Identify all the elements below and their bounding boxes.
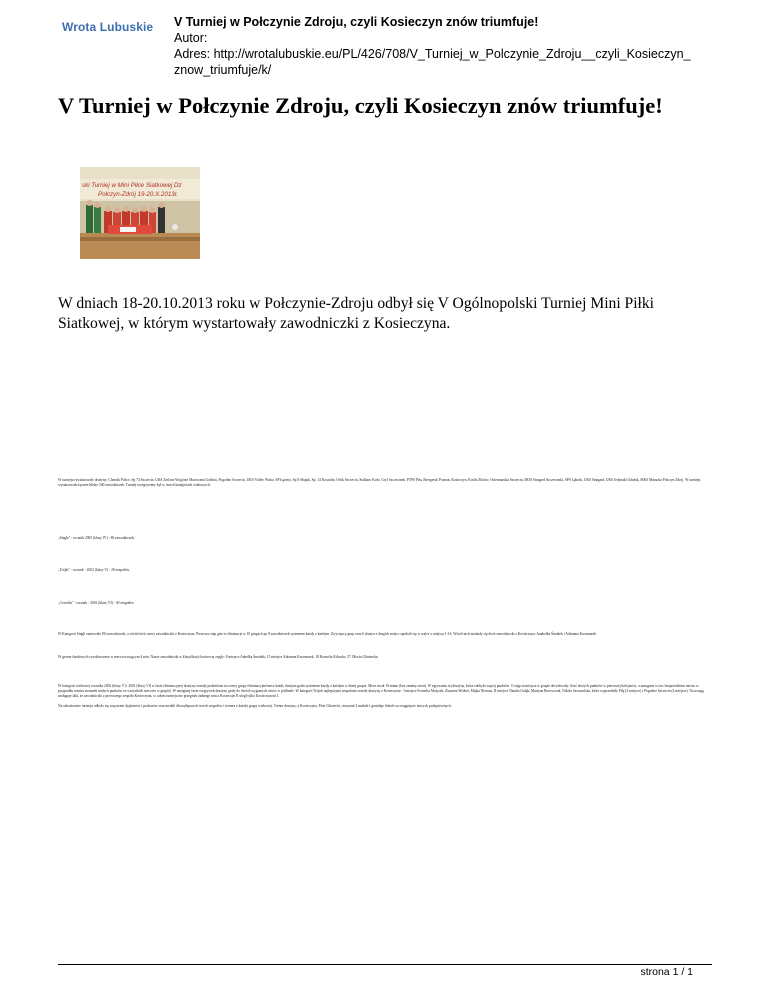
category-singles: „Singlе" - rocznik 2003 (klasy IV) - 80 zawodniczek, bbox=[58, 536, 135, 540]
category-triples: „Trójki" - rocznik - 2002 (klasy V) - 28 zespołów, bbox=[58, 568, 130, 572]
article-title: V Turniej w Połczynie Zdroju, czyli Kosieczyn znów triumfuje! bbox=[58, 93, 663, 118]
footer-divider bbox=[58, 964, 712, 965]
lead-paragraph: W dniach 18-20.10.2013 roku w Połczynie-Zdroju odbył się V Ogólnopolski Turniej Mini Piłki Siatkowej, w którym wystartowały zawodniczki z Kosieczyna. bbox=[58, 295, 655, 332]
photo-banner-line2: Połczyn-Zdrój 19-20.X.2013r. bbox=[98, 191, 179, 198]
page-number: strona 1 / 1 bbox=[640, 966, 693, 978]
final-results-paragraph: W gronie finałowych rywalizowano w meczu trwającym 4 min. Nasze zawodniczki w klasyfikacji końcowej zajęły: 8 miejsce Anbelka Śmiałek, 15 miejsce Adrianna Kaczmarek, 18 Kornelia Kikosko, 57 Oliwia Glinierska. bbox=[58, 655, 379, 659]
document-meta bbox=[174, 14, 734, 78]
closing-paragraph: Na zakończenie turnieju odbyło się wręczenie dyplomów i pucharów oraz medali dla najlepszych trzech zespołów i trenera z każdej grupy wiekowej. Trener drużyny, z Kosieczyna, Piotr Gliniecki, otrzymał 2 medale i gratuluje Szkole za osiągnięcie nowych podopiecznych. bbox=[58, 704, 452, 708]
team-photo bbox=[80, 167, 200, 259]
singles-results-paragraph: W Kategorii Singli startowało 80 zawodniczek, a wśród nich cztery zawodniczki z Kosieczyna. Pierwszy etap gier to eliminacje w 10 grupach po 8 zawodniczek systemem każdy z każdym. Zwycięzcy grup oraz 6 drużyn z drugich miejsc spotkali się w walce o miejsca 1-16. Wśród nich znalazły się dwie zawodniczki z Kosieczyna: Anabelka Śmiałek i Adrianna Kaczmarek. bbox=[58, 632, 597, 636]
team-photo-image bbox=[80, 167, 200, 259]
teams-results-paragraph: W kategorii wiekowej rocznika 2002 (klasy V) i 2001 (klasy VI) w fazie eliminacyjnej drużyny zostały podzielone na cztery grupy eliminacyjne/mecz każdy drużyna grała systemem każdy z każdym w danej grupie. Mecz trwał 10 minut (bez zmiany stron). W zgrywaniu tej drużyny, która zdobyła więcej punktów. O zajęciu miejsca w grupie decydowały: ilość złożych punktów w pierwszej kolejności, a następnie w tzw bezpośrednim meczu w przypadku remisu stosunek małych punktów ze wszystkich meczów w grupie). W następnej fazie rozgrywek drużyny grały do dwóch wygranych setów w półfinale. W kategorii Trójek najlepszymi zespołami zostały drużyny z Kosieczyna - I miejsce Kornelia Maiçzek, Zuzanna Wróbel, Majka Nieroza, II miejsce Natalia Gołąb, Martyna Borowczak, Nikola Szczurelska, które wyprzedziły Piłę (3 miejsce) i Pogodno Szczecin (4 miejsce). Na uwagę zasługuje fakt, że zawodniczki z pierwszego zespołu Kosieczyna, w całym turnieju nie przegrały żadnego seta a Kosieczyn II uległ tylko Kosieczynowi I. bbox=[58, 684, 704, 698]
meta-author: Autor: bbox=[174, 31, 208, 45]
wrota-lubuskie-logo[interactable]: Wrota Lubuskie bbox=[62, 20, 154, 34]
meta-address-cont[interactable]: znow_triumfuje/k/ bbox=[174, 63, 272, 77]
photo-banner-line1: ski Turniej w Mini Piłce Siatkowej Dz bbox=[82, 182, 182, 189]
meta-address[interactable]: Adres: http://wrotalubuskie.eu/PL/426/708/V_Turniej_w_Polczynie_Zdroju__czyli_Kosieczyn_ bbox=[174, 47, 691, 61]
category-fours: „Czwórki" - rocznik - 2001 (klasy VI) - 20 zespołów bbox=[58, 601, 134, 605]
document-header bbox=[0, 0, 768, 90]
teams-paragraph: W turnieju rywalizowały drużyny: Chemik Police, Sp 74 Szczecin, UKS Zielone Wzgórze Murowana Goślina, Pogodno Szczecin, UKS Volley Wałcz, SP Łężeno, Sp 8 Słupsk, Sp. 14 Koszalin, Orlik Szczecin, Stalkaro Koło, Gryf Szczecinek, PTPS Piła, Energetyk Poznań, Kosieczyn, Kotlin Złotów, Osiemnastka Szczecin, MOS Stargard Szczecinski, SPS Lębork, UKS Stargard, UKS Jedynaki Gdańsk, MKS Mazurka Połczyn Zdrój. W turnieju wystartowało łącznie blisko 500 zawodniczek. Turniej rozegrywany był w trzech kategoriach wiekowych: bbox=[58, 478, 701, 487]
meta-title: V Turniej w Połczynie Zdroju, czyli Kosieczyn znów triumfuje! bbox=[174, 15, 539, 29]
